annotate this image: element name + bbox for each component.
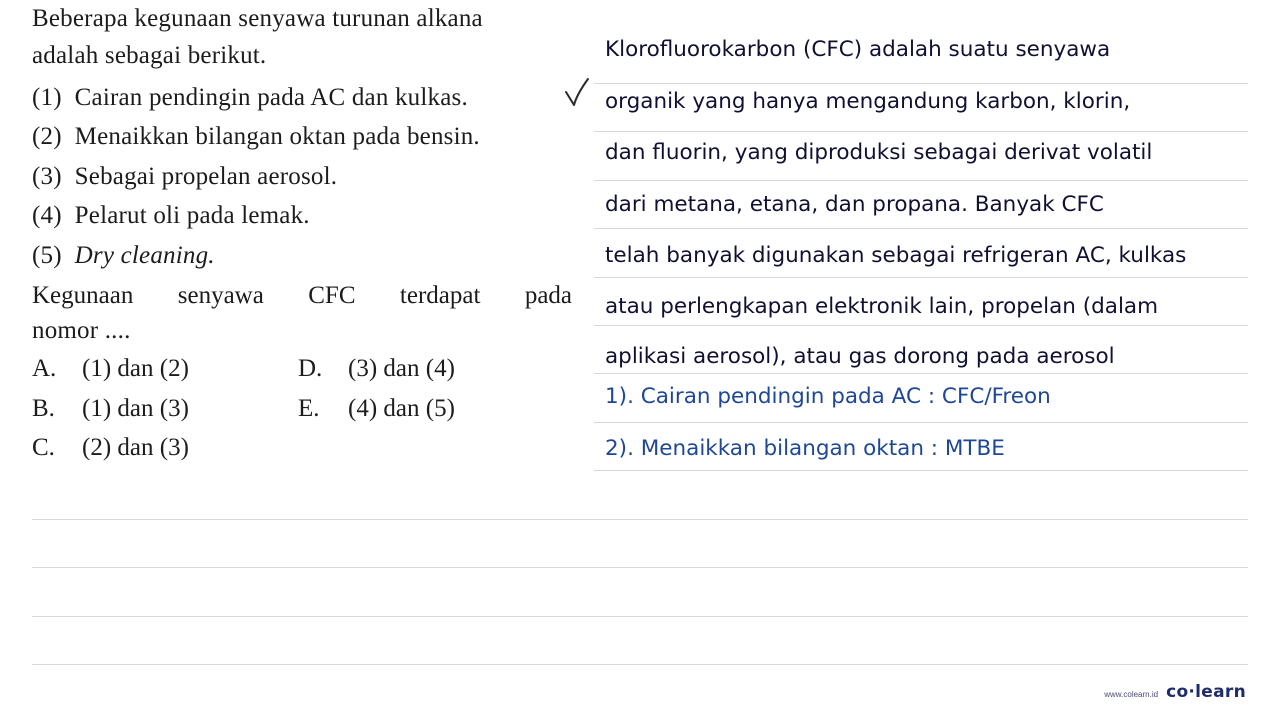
- item-text: Pelarut oli pada lemak.: [74, 202, 310, 229]
- answer-option: [298, 394, 455, 424]
- rule-line: [32, 616, 1248, 617]
- note-line: organik yang hanya mengandung karbon, klorin,: [605, 89, 1131, 114]
- option-text: (1) dan (3): [82, 395, 189, 422]
- note-line: telah banyak digunakan sebagai refrigeran AC, kulkas: [605, 243, 1187, 268]
- note-line: atau perlengkapan elektronik lain, propelan (dalam: [605, 294, 1159, 319]
- question-prompt: [32, 281, 572, 311]
- option-letter: D.: [298, 355, 323, 382]
- note-line: dari metana, etana, dan propana. Banyak CFC: [605, 192, 1104, 217]
- prompt-word: Kegunaan: [32, 282, 134, 309]
- question-intro: Beberapa kegunaan senyawa turunan alkana: [32, 5, 483, 32]
- question-prompt: nomor ....: [32, 317, 131, 344]
- answer-option: [32, 394, 189, 424]
- statement-item: [32, 241, 215, 271]
- prompt-word: pada: [524, 282, 573, 309]
- statement-item: [32, 201, 310, 231]
- rule-line: [594, 373, 1248, 374]
- note-line: Klorofluorokarbon (CFC) adalah suatu senyawa: [605, 37, 1111, 62]
- item-text: Cairan pendingin pada AC dan kulkas.: [74, 84, 468, 111]
- item-text: Dry cleaning.: [74, 242, 215, 269]
- answer-option: [298, 354, 455, 384]
- item-number: (2): [32, 123, 62, 150]
- option-letter: E.: [298, 395, 320, 422]
- rule-line: [32, 664, 1248, 665]
- option-text: (1) dan (2): [82, 355, 189, 382]
- rule-line: [594, 83, 1248, 84]
- option-text: (3) dan (4): [348, 355, 455, 382]
- item-number: (1): [32, 84, 62, 111]
- item-number: (4): [32, 202, 62, 229]
- note-line: aplikasi aerosol), atau gas dorong pada aerosol: [605, 344, 1115, 369]
- brand-watermark: [1104, 682, 1246, 702]
- item-text: Sebagai propelan aerosol.: [74, 163, 338, 190]
- option-letter: B.: [32, 395, 55, 422]
- checkmark-icon: [562, 76, 592, 110]
- rule-line: [594, 470, 1248, 471]
- option-letter: C.: [32, 434, 55, 461]
- rule-line: [594, 131, 1248, 132]
- prompt-word: senyawa: [177, 282, 264, 309]
- prompt-word: terdapat: [399, 282, 481, 309]
- item-number: (3): [32, 163, 62, 190]
- colearn-logo: co·learn: [1166, 682, 1246, 702]
- question-intro: adalah sebagai berikut.: [32, 42, 267, 69]
- note-answer-line: 1). Cairan pendingin pada AC : CFC/Freon: [605, 384, 1051, 409]
- rule-line: [32, 519, 1248, 520]
- option-text: (2) dan (3): [82, 434, 189, 461]
- statement-item: [32, 162, 337, 192]
- item-number: (5): [32, 242, 62, 269]
- answer-option: [32, 354, 189, 384]
- note-line: dan fluorin, yang diproduksi sebagai derivat volatil: [605, 140, 1153, 165]
- answer-option: [32, 433, 189, 463]
- rule-line: [594, 325, 1248, 326]
- statement-item: [32, 83, 468, 113]
- note-answer-line: 2). Menaikkan bilangan oktan : MTBE: [605, 436, 1005, 461]
- rule-line: [594, 277, 1248, 278]
- statement-item: [32, 122, 480, 152]
- item-text: Menaikkan bilangan oktan pada bensin.: [74, 123, 480, 150]
- site-url: www.colearn.id: [1104, 690, 1159, 699]
- option-letter: A.: [32, 355, 57, 382]
- rule-line: [594, 228, 1248, 229]
- option-text: (4) dan (5): [348, 395, 455, 422]
- rule-line: [32, 567, 1248, 568]
- rule-line: [594, 422, 1248, 423]
- rule-line: [594, 180, 1248, 181]
- prompt-word: CFC: [308, 282, 356, 309]
